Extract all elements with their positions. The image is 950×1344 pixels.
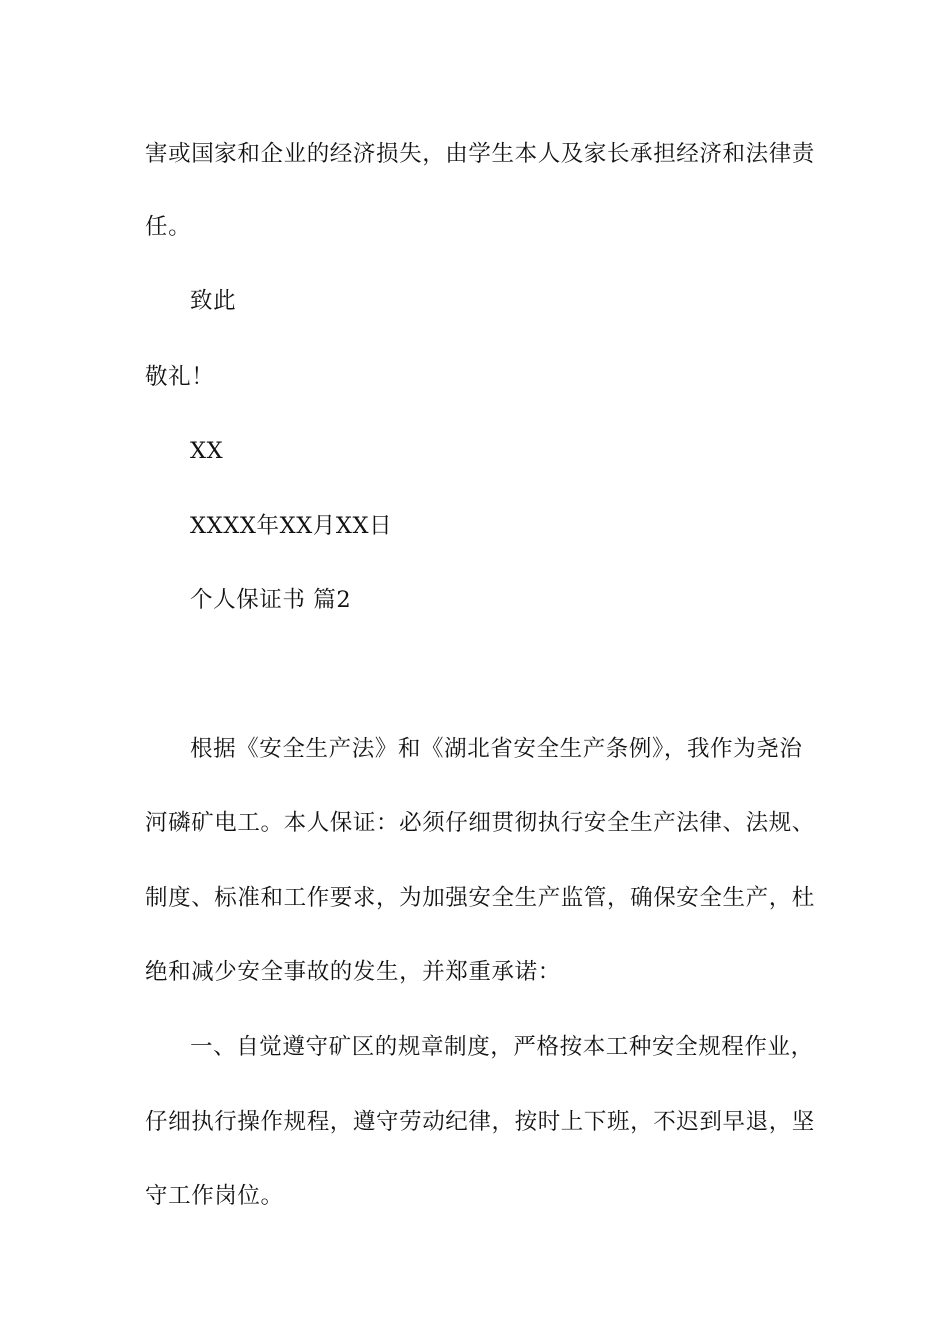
paragraph-line: 制度、标准和工作要求，为加强安全生产监管，确保安全生产，杜 [145, 885, 815, 911]
paragraph-line: 害或国家和企业的经济损失，由学生本人及家长承担经济和法律责 [145, 141, 815, 167]
paragraph-line: 一、自觉遵守矿区的规章制度，严格按本工种安全规程作业， [190, 1034, 814, 1060]
section-title: 个人保证书 篇2 [190, 587, 352, 613]
signature-date: XXXX年XX月XX日 [190, 513, 393, 539]
paragraph-line: 仔细执行操作规程，遵守劳动纪律，按时上下班，不迟到早退，坚 [145, 1109, 815, 1135]
paragraph-line: 任。 [145, 214, 192, 240]
paragraph-line: 绝和减少安全事故的发生，并郑重承诺： [145, 959, 561, 985]
paragraph-line: 守工作岗位。 [145, 1183, 284, 1209]
closing-salutation: 致此 [190, 288, 237, 314]
closing-respect: 敬礼！ [145, 364, 215, 390]
paragraph-line: 根据《安全生产法》和《湖北省安全生产条例》，我作为尧治 [190, 736, 803, 762]
paragraph-line: 河磷矿电工。本人保证：必须仔细贯彻执行安全生产法律、法规、 [145, 810, 815, 836]
signature-name: XX [190, 438, 224, 464]
